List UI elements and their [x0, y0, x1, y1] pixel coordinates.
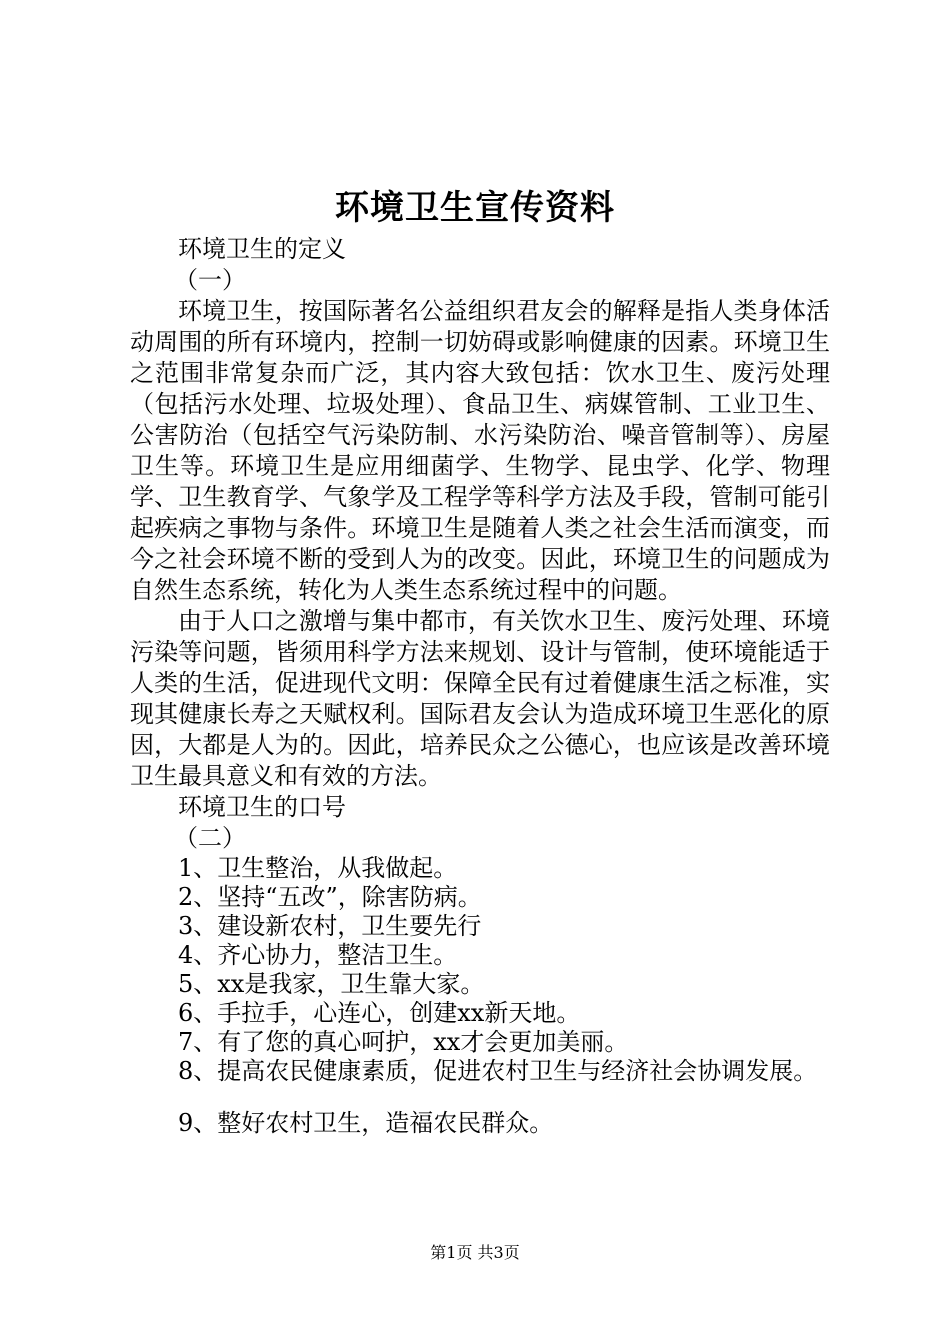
page-footer: 第1页 共3页 — [430, 1243, 520, 1262]
slogan-item: 5、xx是我家，卫生靠大家。 — [178, 970, 485, 998]
slogan-item: 3、建设新农村，卫生要先行 — [178, 912, 482, 940]
section-heading-definition: 环境卫生的定义 — [178, 235, 346, 263]
slogan-item: 6、手拉手，心连心，创建xx新天地。 — [178, 999, 581, 1027]
page-title: 环境卫生宣传资料 — [335, 188, 615, 228]
spacer — [130, 1086, 830, 1109]
slogan-item-last: 9、整好农村卫生，造福农民群众。 — [178, 1109, 554, 1137]
slogan-item: 8、提高农民健康素质，促进农村卫生与经济社会协调发展。 — [178, 1057, 818, 1085]
section-heading-slogans: 环境卫生的口号 — [178, 793, 346, 821]
slogan-item: 1、卫生整治，从我做起。 — [178, 854, 458, 882]
paragraph-causes: 由于人口之激增与集中都市，有关饮水卫生、废污处理、环境污染等问题，皆须用科学方法来规划、设计与管制，使环境能适于人类的生活，促进现代文明：保障全民有过着健康生活之标准，实现其健康长寿之天赋权利。国际君友会认为造成环境卫生恶化的原因，大都是人为的。因此，培养民众之公德心，也应该是改善环境卫生最具意义和有效的方法。 — [130, 607, 830, 790]
slogan-item: 7、有了您的真心呵护，xx才会更加美丽。 — [178, 1028, 629, 1056]
document-body — [130, 234, 830, 1138]
slogan-item: 2、坚持“五改”，除害防病。 — [178, 883, 482, 911]
section-number-two: （二） — [174, 824, 246, 852]
slogan-item: 4、齐心协力，整洁卫生。 — [178, 941, 458, 969]
section-number-one: （一） — [174, 266, 246, 294]
slogan-list — [130, 854, 830, 1086]
paragraph-definition: 环境卫生，按国际著名公益组织君友会的解释是指人类身体活动周围的所有环境内，控制一切妨碍或影响健康的因素。环境卫生之范围非常复杂而广泛，其内容大致包括：饮水卫生、废污处理（包括污水处理、垃圾处理）、食品卫生、病媒管制、工业卫生、公害防治（包括空气污染防制、水污染防治、噪音管制等）、房屋卫生等。环境卫生是应用细菌学、生物学、昆虫学、化学、物理学、卫生教育学、气象学及工程学等科学方法及手段，管制可能引起疾病之事物与条件。环境卫生是随着人类之社会生活而演变，而今之社会环境不断的受到人为的改变。因此，环境卫生的问题成为自然生态系统，转化为人类生态系统过程中的问题。 — [130, 297, 830, 604]
